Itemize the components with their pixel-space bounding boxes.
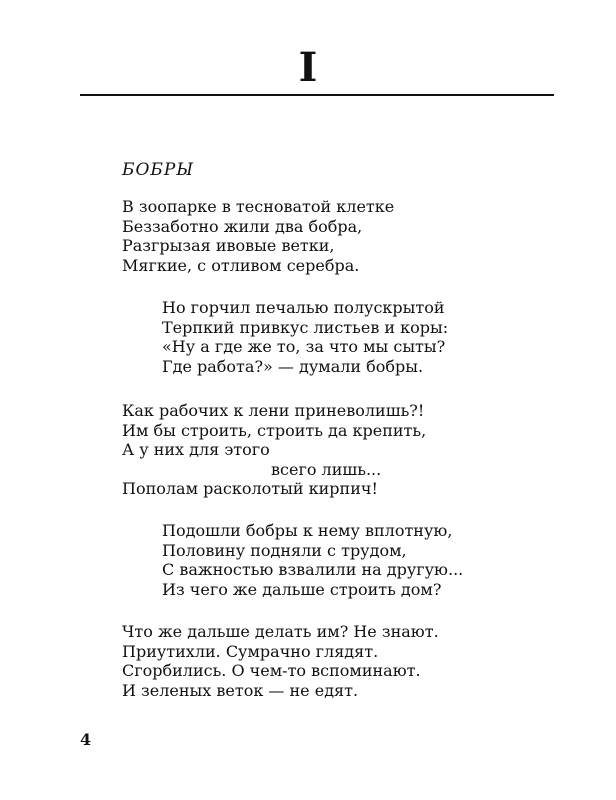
poem-line: «Ну а где же то, за что мы сыты? (162, 337, 446, 356)
poem-line: Подошли бобры к нему вплотную, (162, 521, 453, 540)
poem-title: БОБРЫ (122, 160, 195, 180)
header-rule (80, 94, 554, 96)
poem-line: И зеленых веток — не едят. (122, 680, 359, 700)
poem-line: Половину подняли с трудом, (162, 540, 407, 560)
poem-line: Где работа?» — думали бобры. (162, 356, 424, 376)
poem-line-stepped: всего лишь... (271, 459, 382, 479)
stanza-4 (162, 521, 463, 599)
poem-line: Сгорбились. О чем-то вспоминают. (122, 661, 421, 680)
poem-line: Им бы строить, строить да крепить, (122, 420, 427, 440)
poem-line: Терпкий привкус листьев и коры: (162, 317, 449, 337)
poem-line: С важностью взвалили на другую... (162, 560, 464, 579)
stanza-5 (122, 622, 439, 700)
poem-line: Мягкие, с отливом серебра. (122, 255, 360, 275)
poem-line: Разгрызая ивовые ветки, (122, 236, 335, 255)
poem-line: А у них для этого (122, 440, 270, 459)
poem-line: Но горчил печалью полускрытой (162, 298, 445, 317)
poem-line: Приутихли. Сумрачно глядят. (122, 641, 379, 661)
chapter-numeral: I (298, 44, 318, 91)
poem-line: Из чего же дальше строить дом? (162, 579, 442, 599)
poem-line: В зоопарке в тесноватой клетке (122, 197, 395, 216)
poem-line: Пополам расколотый кирпич! (122, 479, 378, 498)
poem-line: Беззаботно жили два бобра, (122, 216, 363, 236)
page-number: 4 (80, 730, 92, 749)
stanza-1 (122, 197, 394, 275)
poem-line: Что же дальше делать им? Не знают. (122, 622, 439, 641)
poem-line: Как рабочих к лени приневолишь?! (122, 401, 425, 420)
stanza-3 (122, 401, 426, 499)
stanza-2 (162, 298, 448, 376)
